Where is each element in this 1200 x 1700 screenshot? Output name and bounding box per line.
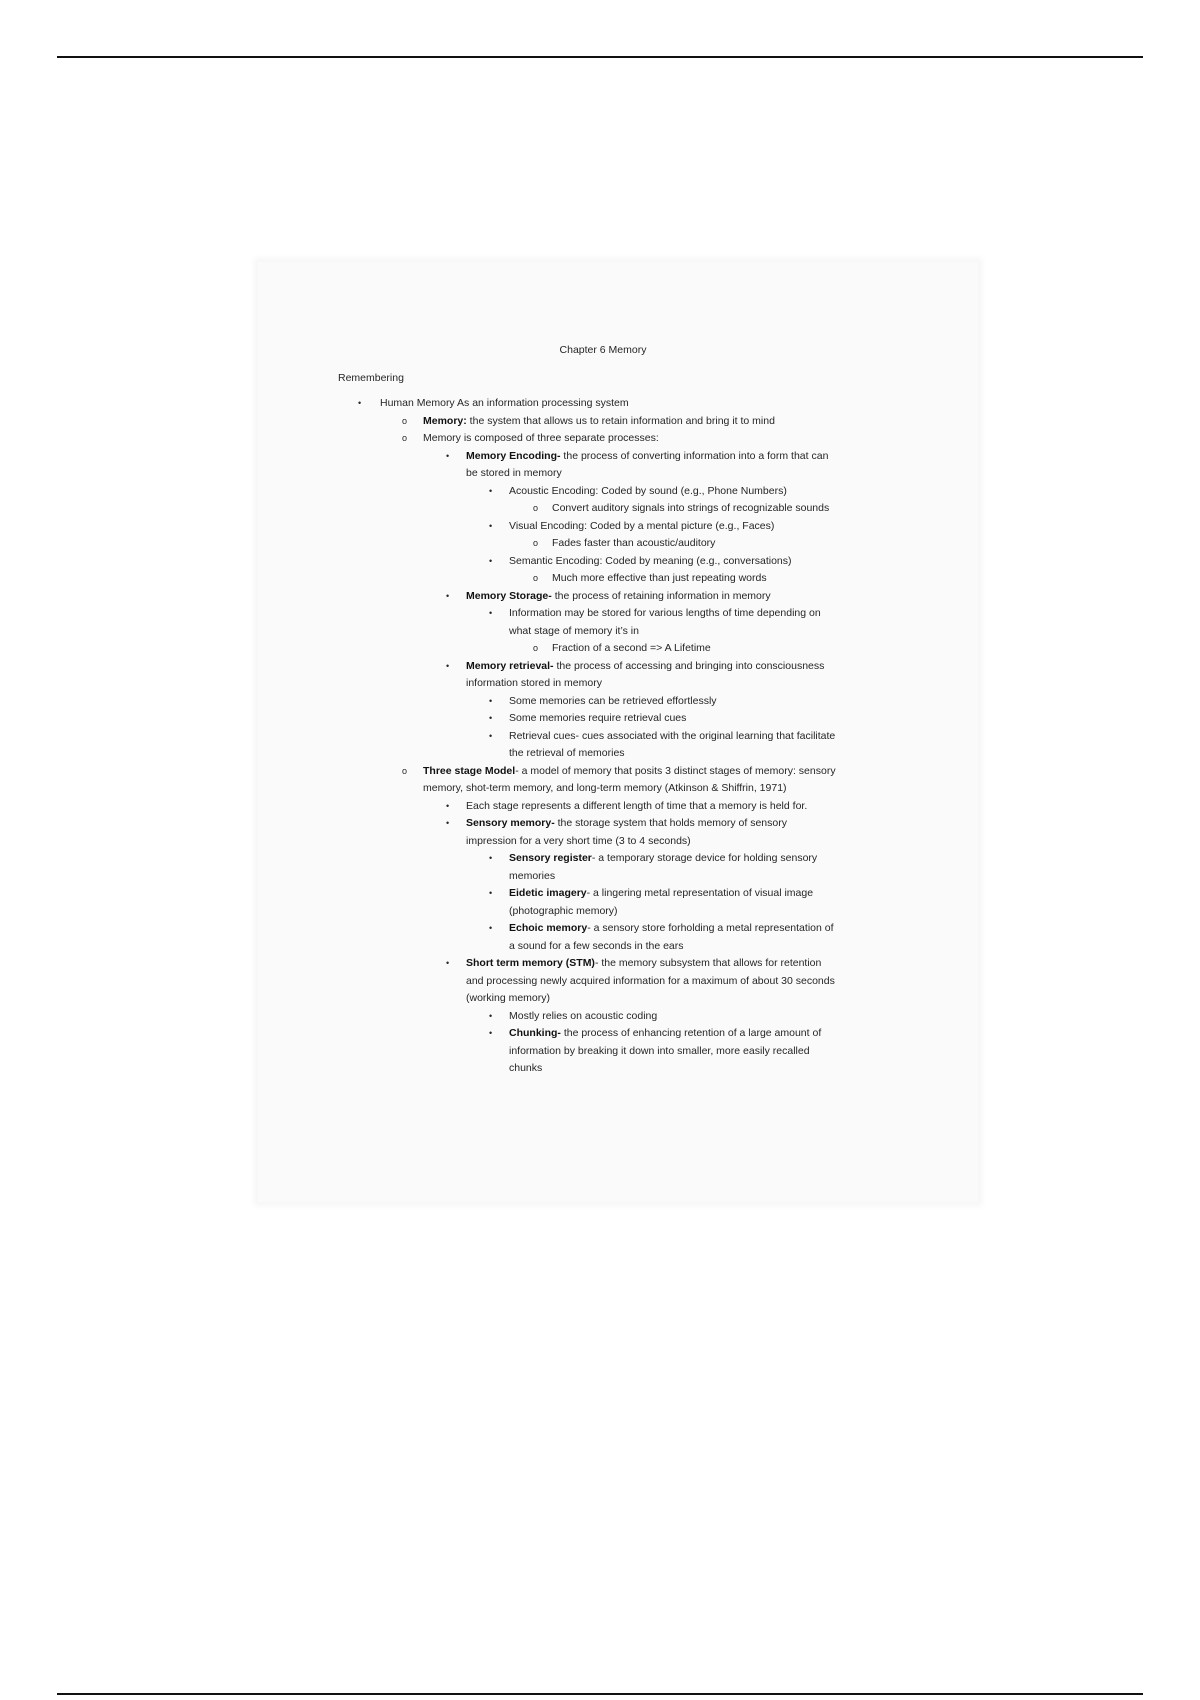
- outline-item-description: the system that allows us to retain information and bring it to mind: [466, 414, 775, 427]
- outline-item-description: Each stage represents a different length of time that a memory is held for.: [466, 799, 808, 812]
- outline-item-text: [466, 815, 918, 850]
- bullet-icon: •: [489, 730, 493, 741]
- outline-item-text: [509, 518, 918, 536]
- outline-item-description: the process of converting information into a form that can be stored in memory: [466, 449, 829, 479]
- outline-item-text: [466, 658, 918, 693]
- bottom-rule: [57, 1693, 1143, 1695]
- outline-item-text: [509, 710, 918, 728]
- outline-item-description: - a model of memory that posits 3 distinct stages of memory: sensory memory, shot-term memory, and long-term memory (Atkinson & Shiffrin, 1971): [423, 764, 836, 794]
- outline-item-term: Memory Encoding-: [466, 449, 561, 462]
- outline-item-text: [466, 955, 918, 1008]
- outline-item-text: [509, 1025, 918, 1078]
- outline-item: [338, 885, 918, 920]
- outline-item-text: [466, 588, 918, 606]
- outline-item-text: [552, 640, 918, 658]
- outline-item-term: Memory retrieval-: [466, 659, 554, 672]
- outline-item: [338, 693, 918, 711]
- circle-bullet-icon: o: [533, 643, 539, 653]
- outline-item-text: [509, 1008, 918, 1026]
- bullet-icon: •: [446, 958, 450, 968]
- outline-item-text: [552, 500, 918, 518]
- outline-item-text: [509, 885, 918, 920]
- outline-item: [338, 430, 918, 448]
- circle-bullet-icon: o: [402, 433, 408, 443]
- outline-item: [338, 763, 918, 798]
- outline-item: [338, 553, 918, 571]
- outline-item: [338, 728, 918, 763]
- top-rule: [57, 56, 1143, 58]
- circle-bullet-icon: o: [533, 538, 539, 548]
- outline-item: [338, 570, 918, 588]
- section-heading: Remembering: [338, 371, 404, 384]
- outline-item-description: the storage system that holds memory of sensory impression for a very short time (3 to 4 seconds): [466, 817, 787, 847]
- outline-item: [338, 640, 918, 658]
- outline-item-description: the process of enhancing retention of a large amount of information by breaking it down into smaller, more easily recalled chunks: [509, 1027, 822, 1074]
- outline-item-description: Acoustic Encoding: Coded by sound (e.g., Phone Numbers): [509, 484, 787, 497]
- outline-item-text: [509, 728, 918, 763]
- document-body: [338, 342, 918, 1078]
- outline-item-text: [423, 413, 918, 431]
- outline-item-term: Three stage Model: [423, 764, 516, 777]
- outline-item-term: Memory:: [423, 414, 467, 427]
- circle-bullet-icon: o: [402, 765, 408, 776]
- bullet-icon: •: [446, 660, 450, 671]
- outline-item-term: Memory Storage-: [466, 589, 552, 602]
- outline-item: [338, 605, 918, 640]
- outline-item: [338, 955, 918, 1008]
- outline-item: [338, 798, 918, 816]
- outline-item-text: [380, 395, 918, 413]
- circle-bullet-icon: o: [533, 503, 539, 513]
- outline-item-text: [509, 693, 918, 711]
- outline-item-text: [423, 430, 918, 448]
- outline-item-term: Short term memory (STM): [466, 957, 595, 969]
- outline-item-description: Memory is composed of three separate processes:: [423, 432, 659, 444]
- bullet-icon: •: [446, 800, 450, 811]
- outline-item-term: Sensory register: [509, 852, 592, 864]
- outline-item-description: Much more effective than just repeating words: [552, 572, 767, 584]
- bullet-icon: •: [446, 450, 450, 461]
- bullet-icon: •: [489, 695, 493, 706]
- bullet-icon: •: [489, 1010, 493, 1021]
- outline-list: [338, 395, 918, 1078]
- outline-item-text: [509, 605, 918, 640]
- bullet-icon: •: [489, 713, 493, 723]
- outline-item-description: Human Memory As an information processing system: [380, 397, 629, 409]
- outline-item: [338, 448, 918, 483]
- bullet-icon: •: [489, 1028, 493, 1038]
- outline-item-text: [423, 763, 918, 798]
- outline-item-description: - a temporary storage device for holding sensory memories: [509, 852, 818, 882]
- outline-item: [338, 920, 918, 955]
- outline-item: [338, 1025, 918, 1078]
- outline-item-text: [509, 553, 918, 571]
- outline-item-description: Fraction of a second => A Lifetime: [552, 642, 711, 654]
- outline-item-text: [466, 448, 918, 483]
- outline-item-text: [509, 483, 918, 501]
- bullet-icon: •: [489, 888, 493, 898]
- bullet-icon: •: [446, 590, 450, 601]
- circle-bullet-icon: o: [402, 415, 408, 426]
- outline-item-description: - a lingering metal representation of visual image (photographic memory): [509, 887, 814, 917]
- outline-item-text: [552, 535, 918, 553]
- bullet-icon: •: [489, 485, 493, 496]
- outline-item-description: the process of accessing and bringing into consciousness information stored in memory: [466, 659, 825, 689]
- outline-item: [338, 518, 918, 536]
- outline-item-term: Eidetic imagery: [509, 887, 587, 899]
- document-title: Chapter 6 Memory: [559, 344, 647, 356]
- outline-item-term: Sensory memory-: [466, 817, 555, 829]
- outline-item-description: Some memories can be retrieved effortlessly: [509, 694, 717, 707]
- bullet-icon: •: [489, 555, 493, 566]
- outline-item-text: [509, 920, 918, 955]
- outline-item-description: Some memories require retrieval cues: [509, 712, 687, 724]
- outline-item-description: - a sensory store forholding a metal representation of a sound for a few seconds in the ears: [509, 922, 834, 952]
- outline-item: [338, 535, 918, 553]
- outline-item: [338, 395, 918, 413]
- outline-item-text: [466, 798, 918, 816]
- outline-item: [338, 1008, 918, 1026]
- outline-item: [338, 658, 918, 693]
- outline-item: [338, 413, 918, 431]
- outline-item-text: [509, 850, 918, 885]
- outline-item: [338, 500, 918, 518]
- outline-item-description: Convert auditory signals into strings of recognizable sounds: [552, 502, 830, 514]
- outline-item-description: Semantic Encoding: Coded by meaning (e.g., conversations): [509, 554, 792, 567]
- outline-item-description: Information may be stored for various lengths of time depending on what stage of memory it’s in: [509, 607, 821, 637]
- outline-item-term: Echoic memory: [509, 922, 588, 934]
- bullet-icon: •: [489, 853, 493, 863]
- outline-item-term: Chunking-: [509, 1027, 561, 1039]
- outline-item: [338, 815, 918, 850]
- bullet-icon: •: [489, 608, 493, 618]
- outline-item-text: [552, 570, 918, 588]
- outline-item-description: the process of retaining information in memory: [551, 589, 771, 602]
- outline-item: [338, 710, 918, 728]
- bullet-icon: •: [358, 398, 362, 408]
- circle-bullet-icon: o: [533, 573, 539, 583]
- bullet-icon: •: [489, 923, 493, 933]
- outline-item-description: Fades faster than acoustic/auditory: [552, 537, 716, 549]
- outline-item: [338, 850, 918, 885]
- outline-item: [338, 483, 918, 501]
- outline-item: [338, 588, 918, 606]
- outline-item-description: Mostly relies on acoustic coding: [509, 1009, 658, 1022]
- outline-item-description: - the memory subsystem that allows for retention and processing newly acquired information for a maximum of about 30 seconds (working memory): [466, 957, 835, 1004]
- bullet-icon: •: [489, 520, 493, 531]
- outline-item-description: Visual Encoding: Coded by a mental picture (e.g., Faces): [509, 519, 775, 532]
- outline-item-description: Retrieval cues- cues associated with the original learning that facilitate the retrieval of memories: [509, 729, 836, 759]
- bullet-icon: •: [446, 818, 450, 828]
